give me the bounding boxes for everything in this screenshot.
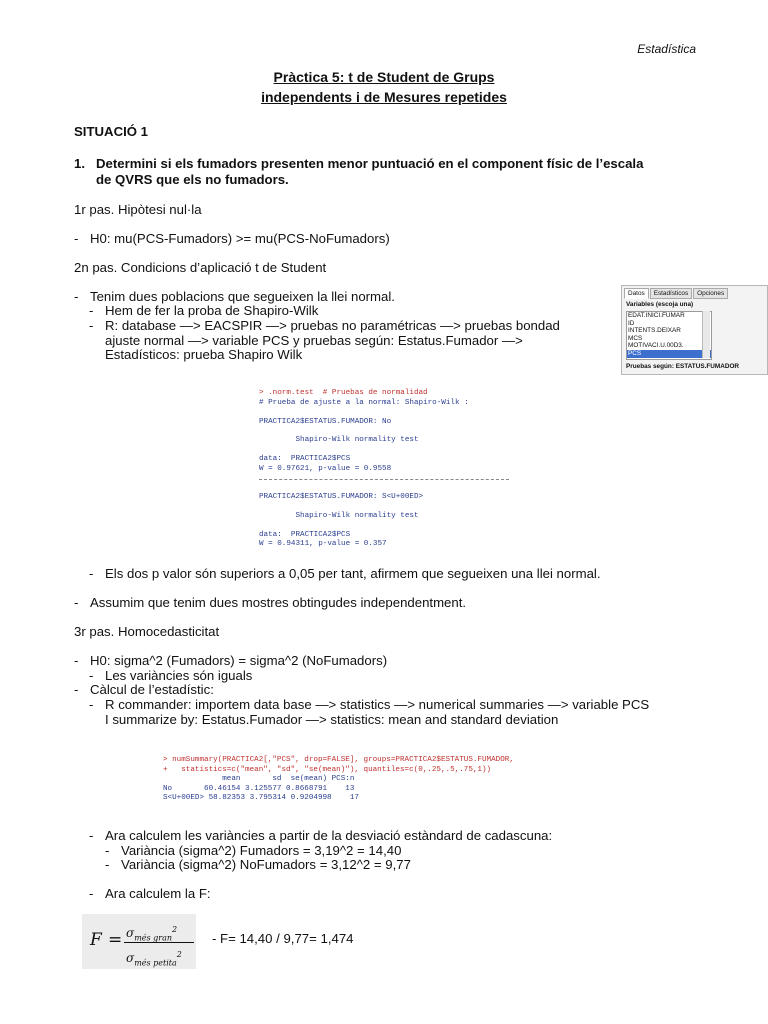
tab-datos[interactable]: Datos bbox=[624, 288, 649, 299]
step2-bullet1: - Tenim dues poblacions que segueixen la llei normal. bbox=[74, 289, 395, 304]
question-line2: de QVRS que els no fumadors. bbox=[96, 172, 289, 187]
code-line: > numSummary(PRACTICA2[,"PCS", drop=FALSE], groups=PRACTICA2$ESTATUS.FUMADOR, bbox=[163, 756, 514, 765]
step3-heading: 3r pas. Homocedasticitat bbox=[74, 624, 220, 639]
code-line: + statistics=c("mean", "sd", "se(mean)"), quantiles=c(0,.25,.5,.75,1)) bbox=[163, 765, 492, 774]
question-line1: Determini si els fumadors presenten menor puntuació en el component físic de l’escala bbox=[96, 156, 644, 171]
section-heading: SITUACIÓ 1 bbox=[74, 124, 149, 139]
doc-title-line1: Pràctica 5: t de Student de Grups bbox=[273, 69, 495, 85]
course-header: Estadística bbox=[637, 42, 696, 56]
dialog-tabs bbox=[624, 288, 729, 299]
f-intro-text: Ara calculem la F: bbox=[105, 886, 211, 901]
shapiro-output-2 bbox=[259, 484, 423, 550]
step3-calc-text: Càlcul de l’estadístic: bbox=[90, 682, 214, 697]
step2-bullet1b-l2: ajuste normal —> variable PCS y pruebas según: Estatus.Fumador —> bbox=[105, 333, 523, 348]
variable-item-selected[interactable]: PCS bbox=[627, 350, 711, 358]
step2-bullet1-text: Tenim dues poblacions que segueixen la llei normal. bbox=[90, 289, 395, 304]
step3-h0a-text: Les variàncies són iguals bbox=[105, 668, 253, 683]
group-by-label: Pruebas según: ESTATUS.FUMADOR bbox=[626, 363, 740, 370]
code-line: mean sd se(mean) PCS:n bbox=[163, 775, 355, 784]
code-line: PRACTICA2$ESTATUS.FUMADOR: No bbox=[259, 417, 392, 426]
step2-conclusion: - Els dos p valor són superiors a 0,05 per tant, afirmem que segueixen una llei normal. bbox=[89, 566, 601, 581]
step2-heading: 2n pas. Condicions d’aplicació t de Student bbox=[74, 260, 327, 275]
r-commander-dialog bbox=[621, 285, 768, 375]
step3-calc-a1: R commander: importem data base —> statistics —> numerical summaries —> variable PCS bbox=[105, 697, 650, 712]
step3-h0: - H0: sigma^2 (Fumadors) = sigma^2 (NoFumadors) bbox=[74, 653, 388, 668]
step1-h0: - H0: mu(PCS-Fumadors) >= mu(PCS-NoFumadors) bbox=[74, 231, 390, 246]
code-line: data: PRACTICA2$PCS bbox=[259, 531, 351, 540]
step2-bullet1a-text: Hem de fer la proba de Shapiro-Wilk bbox=[105, 303, 319, 318]
code-line: S<U+00ED> 58.82353 3.795314 0.9204998 17 bbox=[163, 794, 359, 803]
code-line: Shapiro-Wilk normality test bbox=[259, 512, 419, 521]
variable-item[interactable]: MCS bbox=[628, 334, 643, 342]
step2-bullet1b: - R: database —> EACSPIR —> pruebas no paramétricas —> pruebas bondad bbox=[89, 318, 560, 333]
step2-bullet1b-l1: R: database —> EACSPIR —> pruebas no paramétricas —> pruebas bondad bbox=[105, 318, 560, 333]
variable-item[interactable]: ID bbox=[628, 319, 635, 327]
step2-bullet2-text: Assumim que tenim dues mostres obtingudes independentment. bbox=[90, 595, 467, 610]
formula-numerator: $\sigma_{més gran}^2$ bbox=[126, 925, 178, 943]
doc-title-line2: independents i de Mesures repetides bbox=[261, 89, 507, 105]
shapiro-output bbox=[259, 380, 469, 474]
step3-calc-a2: I summarize by: Estatus.Fumador —> statistics: mean and standard deviation bbox=[105, 712, 559, 727]
formula-denominator: $\sigma_{més petita}^2$ bbox=[126, 950, 182, 968]
step2-bullet1b-l3: Estadísticos: prueba Shapiro Wilk bbox=[105, 347, 303, 362]
var-intro-text: Ara calculem les variàncies a partir de la desviació estàndard de cadascuna: bbox=[105, 828, 553, 843]
code-line: > .norm.test # Pruebas de normalidad bbox=[259, 389, 428, 398]
var-fumadors-text: Variància (sigma^2) Fumadors = 3,19^2 = 14,40 bbox=[121, 843, 402, 858]
step2-bullet2: - Assumim que tenim dues mostres obtingudes independentment. bbox=[74, 595, 467, 610]
output-separator bbox=[259, 479, 509, 480]
variable-item[interactable]: INTENTS.DEIXAR bbox=[628, 327, 681, 335]
numsummary-output bbox=[163, 747, 514, 803]
var-intro: - Ara calculem les variàncies a partir de la desviació estàndard de cadascuna: bbox=[89, 828, 553, 843]
var-fumadors: - Variància (sigma^2) Fumadors = 3,19^2 = 14,40 bbox=[105, 843, 402, 858]
tab-opciones[interactable]: Opciones bbox=[693, 288, 728, 299]
step1-h0-text: H0: mu(PCS-Fumadors) >= mu(PCS-NoFumadors) bbox=[90, 231, 390, 246]
var-nofumadors-text: Variància (sigma^2) NoFumadors = 3,12^2 = 9,77 bbox=[121, 857, 411, 872]
step3-calc-a: - R commander: importem data base —> statistics —> numerical summaries —> variable PCS bbox=[89, 697, 650, 712]
f-intro: - Ara calculem la F: bbox=[89, 886, 211, 901]
variables-label: Variables (escoja una) bbox=[626, 301, 694, 308]
step2-bullet1a: - Hem de fer la proba de Shapiro-Wilk bbox=[89, 303, 319, 318]
variables-listbox[interactable] bbox=[626, 311, 712, 360]
formula-fraction-bar bbox=[124, 942, 194, 943]
code-line: W = 0.97621, p-value = 0.9558 bbox=[259, 464, 392, 473]
f-formula-image bbox=[82, 914, 196, 969]
variable-item[interactable]: EDAT.INICI.FUMAR bbox=[628, 312, 685, 319]
step3-h0a: - Les variàncies són iguals bbox=[89, 668, 253, 683]
code-line: PRACTICA2$ESTATUS.FUMADOR: S<U+00ED> bbox=[259, 493, 424, 502]
step1-heading: 1r pas. Hipòtesi nul·la bbox=[74, 202, 202, 217]
step2-conclusion-text: Els dos p valor són superiors a 0,05 per tant, afirmem que segueixen una llei normal. bbox=[105, 566, 601, 581]
code-line: # Prueba de ajuste a la normal: Shapiro-Wilk : bbox=[259, 398, 469, 407]
var-nofumadors: - Variància (sigma^2) NoFumadors = 3,12^2 = 9,77 bbox=[105, 857, 411, 872]
step3-h0-text: H0: sigma^2 (Fumadors) = sigma^2 (NoFumadors) bbox=[90, 653, 388, 668]
step3-calc: - Càlcul de l’estadístic: bbox=[74, 682, 214, 697]
formula-equals: = bbox=[108, 930, 123, 950]
code-line: Shapiro-Wilk normality test bbox=[259, 436, 419, 445]
code-line: No 60.46154 3.125577 0.8668791 13 bbox=[163, 784, 355, 793]
question-number: 1. bbox=[74, 156, 85, 171]
formula-f: F bbox=[90, 930, 102, 950]
code-line: data: PRACTICA2$PCS bbox=[259, 455, 351, 464]
code-line: W = 0.94311, p-value = 0.357 bbox=[259, 540, 387, 549]
f-result: - F= 14,40 / 9,77= 1,474 bbox=[212, 931, 354, 946]
listbox-scrollbar[interactable] bbox=[702, 311, 710, 358]
tab-estadisticos[interactable]: Estadísticos bbox=[650, 288, 692, 299]
variable-item[interactable]: MOTIVACI.U.00D3. bbox=[628, 342, 684, 350]
